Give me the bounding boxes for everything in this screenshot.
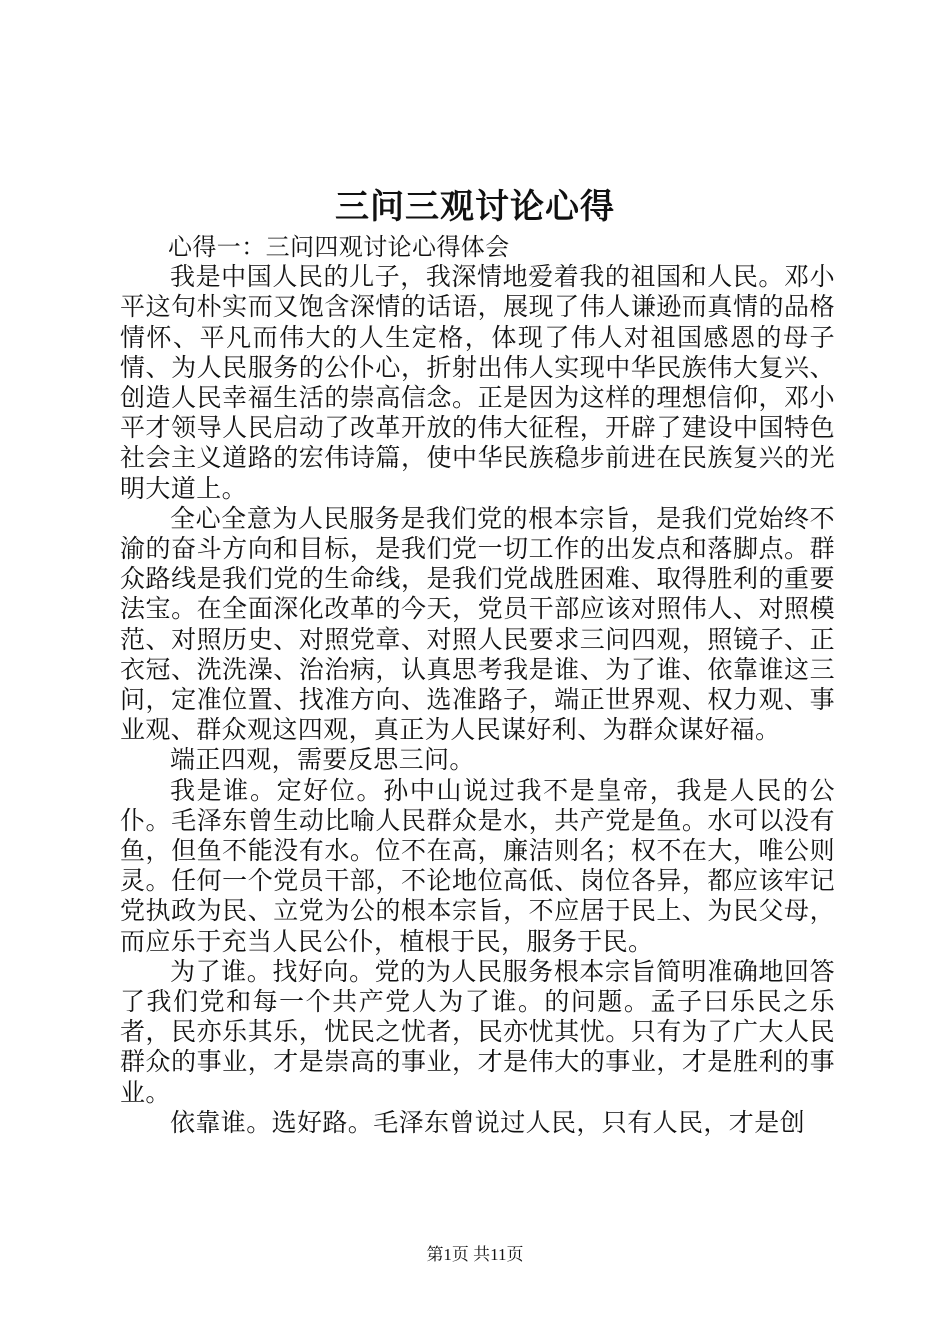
paragraph: 为了谁。找好向。党的为人民服务根本宗旨简明准确地回答了我们党和每一个共产党人为了谁。的问题。孟子曰乐民之乐者，民亦乐其乐，忧民之忧者，民亦忧其忧。只有为了广大人民群众的事业，才是崇高的事业，才是伟大的事业，才是胜利的事业。 <box>120 956 835 1107</box>
paragraph: 端正四观，需要反思三问。 <box>170 745 475 775</box>
document-title: 三问三观讨论心得 <box>335 187 615 227</box>
page-number-footer: 第1页 共11页 <box>426 1245 524 1264</box>
paragraph: 我是谁。定好位。孙中山说过我不是皇帝，我是人民的公仆。毛泽东曾生动比喻人民群众是水，共产党是鱼。水可以没有鱼，但鱼不能没有水。位不在高，廉洁则名；权不在大，唯公则灵。任何一个党员干部，不论地位高低、岗位各异，都应该牢记党执政为民、立党为公的根本宗旨，不应居于民上、为民父母，而应乐于充当人民公仆，植根于民，服务于民。 <box>120 775 835 956</box>
document-body <box>120 232 835 1138</box>
paragraph: 全心全意为人民服务是我们党的根本宗旨，是我们党始终不渝的奋斗方向和目标，是我们党一切工作的出发点和落脚点。群众路线是我们党的生命线，是我们党战胜困难、取得胜利的重要法宝。在全面深化改革的今天，党员干部应该对照伟人、对照模范、对照历史、对照党章、对照人民要求三问四观，照镜子、正衣冠、洗洗澡、治治病，认真思考我是谁、为了谁、依靠谁这三问，定准位置、找准方向、选准路子，端正世界观、权力观、事业观、群众观这四观，真正为人民谋好利、为群众谋好福。 <box>120 503 835 745</box>
paragraph: 我是中国人民的儿子，我深情地爱着我的祖国和人民。邓小平这句朴实而又饱含深情的话语，展现了伟人谦逊而真情的品格情怀、平凡而伟大的人生定格，体现了伟人对祖国感恩的母子情、为人民服务的公仆心，折射出伟人实现中华民族伟大复兴、创造人民幸福生活的崇高信念。正是因为这样的理想信仰，邓小平才领导人民启动了改革开放的伟大征程，开辟了建设中国特色社会主义道路的宏伟诗篇，使中华民族稳步前进在民族复兴的光明大道上。 <box>120 262 835 503</box>
paragraph: 依靠谁。选好路。毛泽东曾说过人民，只有人民，才是创 <box>170 1107 806 1137</box>
section-heading: 心得一：三问四观讨论心得体会 <box>168 233 510 261</box>
